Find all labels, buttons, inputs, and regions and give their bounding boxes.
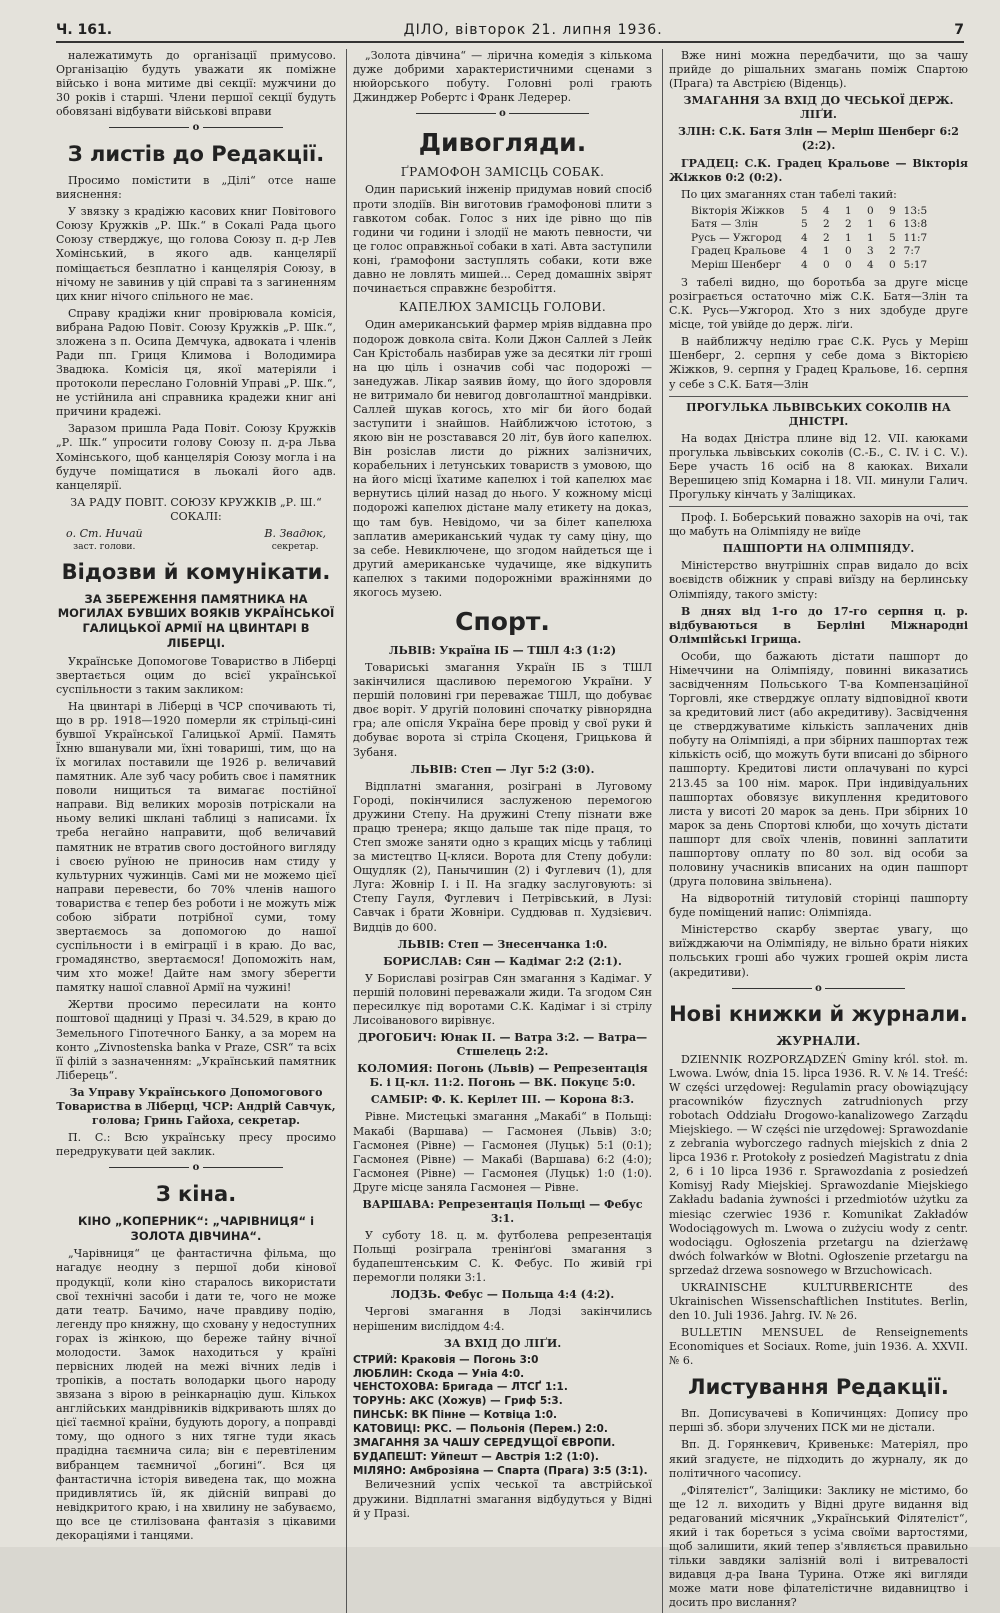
league-line: МІЛЯНО: Амброзіяна — Спарта (Прага) 3:5 (3:1). [353, 1464, 648, 1477]
league-line: ЧЕНСТОХОВА: Бригада — ЛТСҐ 1:1. [353, 1381, 568, 1394]
league-results [353, 1354, 652, 1479]
league-line: БУДАПЕШТ: Уйпешт — Австрія 1:2 (1:0). [353, 1450, 599, 1463]
appeal-signature: За Управу Українського Допомогового Товариства в Ліберці, ЧСР: Андрій Савчук, голова; Гринь Гайоха, секретар. [56, 1085, 336, 1127]
signature-1: о. Ст. Ничай заст. голови. [66, 526, 143, 553]
separator: o [669, 983, 968, 996]
paragraph: „Чарівниця“ це фантастична фільма, що нагадує неодну з першої доби кінової продукції, коли кіно старалось використати свої технічні засоби і дати те, чого не може дати театр. Бачимо, наче правдиву подію, легенду про княжну, що сховану у недоступних горах із жінкою, що береже тайну вічної молодости. Замок находиться у країні первісних людей на межі вічних ледів і тропіків, а постать володарки цього народу звязана з вірою в реінкарнацію душ. Кількох англійських мандрівників відкривають шлях до цієї таємної країни, будують дорогу, а поправді тому, що одного з них тягне туди якась прадідна таємнича сила; він є перевтіленим вибранцем таємничої „богині“. Вся ця фантастична історія виведена так, що можна придивлятись їй, як дійсній виправі до невідкритого краю, і на хвилину не забуваємо, що все це стилізована фантазія з цікавими декораціями і танцями. [56, 1247, 336, 1542]
paragraph: Особи, що бажають дістати пашпорт до Німеччини на Олімпіяду, повинні виказатись засвідченням Польського Т-ва Компензаційної Торговлі, яке стверджує оплату відповідної квоти за кредитовий лист (або акредитиву). Засвідчення це стверджуватиме кількість заплачених днів побуту на Олімпіяді, а при збірних пашпортах теж кількість осіб, що можуть бути вписані до збірного пашпорту. Кредитові листи оплачувані по курсі 213.45 за 100 нім. марок. При індивідуальних пашпортах обовязує викуплення кредитового листа у висоті 20 марок за день. При збірних 10 марок за день Спортові клюби, що хочуть дістати пашпорт для своїх членів, повинні заплатити пашпортову оплату по 80 зол. від особи за половину учасників вписаних на один пашпорт (друга половина звільнена). [669, 649, 968, 889]
paragraph: З табелі видно, що боротьба за друге місце розіграється остаточно між С.К. Батя—Злін та С.К. Русь—Ужгород. Хто з них здобуде друге місце, той увійде до держ. ліґи. [669, 275, 968, 332]
league-line: ТОРУНЬ: АКС (Хожув) — Гриф 5:3. [353, 1395, 563, 1408]
team-name: Русь — Ужгород [691, 231, 782, 244]
paragraph: У Бориславі розіграв Сян змагання з Кадімаг. У першій половині переважали жиди. Та згодом Сян пересилкує під воротами С.К. Кадімаг і зі стрілу Лисоіванового вирівнує. [353, 971, 652, 1027]
team-name: Меріш Шенберг [691, 258, 782, 271]
standings-value: 0 [844, 258, 852, 271]
standings-row [687, 259, 931, 272]
match-result: ВАРШАВА: Репрезентація Польщі — Фебус 3:1. [362, 1197, 643, 1225]
masthead [56, 22, 964, 43]
league-line: ЗМАГАННЯ ЗА ЧАШУ СЕРЕДУЩОЇ ЄВРОПИ. [353, 1436, 616, 1449]
paragraph: На цвинтарі в Ліберці в ЧСР спочивають ті, що в рр. 1918—1920 померли як стрільці-сині бувшої Української Галицької Армії. Память Їхню вшанували ми, їхні товариші, тим, що на їх могилах поставили ще 1926 р. величавий памятник. Але зуб часу робить своє і памятник поволи нищиться та вимагає постійної направи. Від великих морозів потріскали на ньому великі шклані таблиці з написами. Їх треба негайно направити, щоб величавий памятник не втратив свого достойного вигляду і своєю руїною не приносив нам стиду у культурних чужинців. Самі ми не можемо цієї направи перевести, бо 70% членів нашого товариства є тепер без роботи і не можуть між собою зібрати потрібної суми, тому звертаємось за допомогою до нашої суспільности і в еміграції і в краю. До вас, громадянство, звертаємося! Допоможіть нам, чим хто може! Дайте нам змогу зберегти памятку нашої славної Армії на чужині! [56, 699, 336, 995]
match-result: ЛЬВІВ: Степ — Знесенчанка 1:0. [397, 937, 608, 951]
standings-value: 7:7 [903, 245, 921, 258]
standings-value: 9 [888, 204, 896, 217]
standings-value: 2 [822, 231, 830, 244]
standings-value: 4 [800, 231, 808, 244]
signatures [56, 527, 336, 553]
paragraph: Просимо помістити в „Ділі“ отсе наше вияснення: [56, 174, 336, 202]
league-headline: ЗА ВХІД ДО ЛІҐИ. [443, 1336, 562, 1350]
standings-row [687, 245, 931, 258]
paragraph: Проф. І. Боберський поважно захорів на очі, так що мабуть на Олімпіяду не виїде [669, 511, 968, 539]
article-headline: ҐРАМОФОН ЗАМІСЦЬ СОБАК. [400, 165, 605, 180]
standings-table [687, 205, 931, 272]
divider [669, 506, 968, 507]
article-headline: ЖУРНАЛИ. [776, 1034, 861, 1049]
paragraph: „Філятеліст“, Заліщики: Заклику не містимо, бо ще 12 л. виходить у Відні друге видання від редагований місячник „Український Філятеліст“, який і так бореться з усіма своїми вартостями, щоб залишити, який тепер з'являється правильно тільки завдяки залізній волі і витревалості видавця д-ра Івана Турина. Отже які вигляди може мати нове філателістичне видавництво і досить про вислання? [669, 1483, 968, 1610]
column-3 [662, 49, 968, 1613]
standings-value: 4 [800, 245, 808, 258]
separator: o [56, 122, 336, 135]
paragraph: Товариські змагання Україн ІБ з ТШЛ закінчилися щасливою перемогою України. У першій половині гри переважає ТШЛ, що добуває двоє воріт. У другій половині спочатку рівнорядна гра; але опісля Україна бере провід у свої руки й добуває ворота зі стріла Скоценя, Грицькова й Зубаня. [353, 661, 652, 759]
match-result: ДРОГОБИЧ: Юнак ІІ. — Ватра 3:2. — Ватра—Стшелець 2:2. [357, 1031, 648, 1059]
standings-value: 11:7 [903, 231, 928, 244]
match-result: ГРАДЕЦ: С.К. Градец Кральове — Вікторія Жіжков 0:2 (0:2). [669, 156, 968, 184]
team-name: Градец Кральове [691, 245, 786, 258]
standings-value: 4 [866, 258, 874, 271]
paragraph: Заразом пришла Рада Повіт. Союзу Кружків „Р. Шк.“ упросити голову Союзу п. д-ра Льва Хомінського, щоб канцелярія Союзу могла і на будуче поміщатися в льокалі його адв. канцелярії. [56, 422, 336, 492]
issue-number: Ч. 161. [56, 22, 113, 38]
section-title-curiosities: Дивогляди. [418, 128, 587, 158]
paragraph: На водах Дністра плине від 12. VII. каюками прогулька львівських соколів (С.-Б., С. IV. і С. V.). Бере участь 16 осіб на 8 каюках. Вихали Верешицею зпід Комарна і 18. VII. минули Галич. Прогульку кінчать у Заліщиках. [669, 431, 968, 502]
section-title-cinema: З кіна. [155, 1182, 237, 1207]
paragraph: В днях від 1-го до 17-го серпня ц. р. відбуваються в Берліні Міжнародні Олімпійські Ігрища. [669, 604, 968, 646]
standings-value: 3 [866, 245, 874, 258]
paragraph: Вп. Д. Горянкевич, Кривенькє: Матеріял, про який згадуєте, не підходить до журналу, як до політичного часопису. [669, 1438, 968, 1480]
standings-value: 0 [888, 258, 896, 271]
match-result: ЛЬВІВ: Україна ІБ — ТШЛ 4:3 (1:2) [388, 644, 617, 658]
paragraph: „Золота дівчина“ — лірична комедія з кількома дуже добрими характеристичними сценами з нюйорського побуту. Головні ролі грають Джинджер Робертс і Франк Ледерер. [353, 49, 652, 105]
article-continuation: належатимуть до організації примусово. Організацію будуть уважати як поміжне військо і вона митиме дві секції: мужчини до 30 років і старші. Члени першої секції будуть обовязані відбувати військові вправи [56, 49, 336, 119]
article-headline: ЗМАГАННЯ ЗА ВХІД ДО ЧЕСЬКОЇ ДЕРЖ. ЛІҐИ. [683, 94, 954, 122]
standings-row [687, 232, 931, 245]
paragraph: Відплатні змагання, розіграні в Луговому Городі, покінчилися заслуженою перемогою дружини Степу. На дружині Степу пізнати вже працю тренера; якщо дальше так піде праця, то Степ зможе заняти одно з кращих місць у таблиці за мистецтво Ц-кляси. Ворота для Степу добули: Ощудляк (2), Панычишин (2) і Фуглевич (1), для Луга: Жовнір І. і ІІ. На згадку заслуговують: зі Степу Гауля, Фуглевич і Петрівський, в Лузі: Савчак і брати Жовніри. Суддював п. Худзієвич. Видців до 600. [353, 779, 652, 934]
paragraph: Вже нині можна передбачити, що за чашу прийде до рішальних змагань поміж Спартою (Прага) та Австрією (Віденць). [669, 49, 968, 91]
standings-value: 0 [822, 258, 830, 271]
section-title-sport: Спорт. [455, 607, 550, 637]
standings-row [687, 205, 931, 218]
match-result: ЛОДЗЬ. Фебус — Польща 4:4 (4:2). [390, 1288, 615, 1302]
paragraph: Один американський фармер мріяв віддавна про подорож довкола світа. Коли Джон Саллей з Лейк Сан Крістобаль назбирав уже за десятки літ гроші на цю ціль і означив собі час подорожі — занедужав. Лікар заявив йому, що його здоровля не витримало би невигод довголаштної мандрівки. Саллей шукав когось, хто міг би його бодай заступити і знайшов. Найближчою істотою, з якою він не розставався 20 літ, був його капелюх. Він розіслав листи до ріжних залізничих, корабельних і летунських товариств з умовою, що на його місці їхатиме капелюх і той капелюх має вернутись цілий назад до нього. У кожному місці подорожі капелюх дістане малу етикету на доказ, що там був. Невідомо, чи за білет капелюха заплатив американський чудак ту саму ціну, що за себе. Невиключене, що згодом найдеться ще і другий американське чудачище, яке відкупить капелюх з такими подорожніми вражіннями до якогось музею. [353, 318, 652, 599]
paragraph: По цих змаганнях стан табелі такий: [681, 187, 897, 201]
column-1 [56, 49, 336, 1613]
standings-value: 4 [800, 258, 808, 271]
standings-value: 1 [844, 204, 852, 217]
section-title-letters: З листів до Редакції. [67, 142, 325, 167]
paragraph: Справу крадіжи книг провірювала комісія, вибрана Радою Повіт. Союзу Кружків „Р. Шк.“, зложена з п. Осипа Демчука, адвоката і членів Ради пп. Гриця Климова і Володимира Звадюка. Комісія ця, якої матеріяли і протоколи переслано Головній Управі „Р. Шк.“, не устійнила ані справника крадежи книг ані причини крадежі. [56, 306, 336, 419]
standings-value: 5 [800, 218, 808, 231]
standings-value: 1 [866, 218, 874, 231]
standings-value: 4 [822, 204, 830, 217]
standings-value: 5 [800, 204, 808, 217]
section-title-appeals: Відозви й комунікати. [61, 559, 331, 584]
league-line: ЛЮБЛИН: Скода — Уніа 4:0. [353, 1367, 525, 1380]
match-result: САМБІР: Ф. К. Керілет ІІІ. — Корона 8:3. [370, 1093, 635, 1107]
column-2 [346, 49, 652, 1613]
article-headline: КАПЕЛЮХ ЗАМІСЦЬ ГОЛОВИ. [398, 300, 607, 315]
paragraph: DZIENNIK ROZPORZĄDZEŃ Gminy król. stoł. m. Lwowa. Lwów, dnia 15. lipca 1936. R. V. № 14. Treść: W części urzędowej: Regulamin pracy obowiązujący pracowników fizycznych zatrudnionych przy robotach Oddziału Drogowo-kanalizowego Zarządu Miejskiego. — W części nie urzędowej: Sprawozdanie z zebrania wyborczego radnych miejskich z dnia 2 lipca 1936 r. Protokoły z posiedzeń Magistratu z dnia 2, 6 i 10 lipca 1936 r. Sprawozdania z posiedzeń Komisyj Rady Miejskiej. Sprawozdanie Miejskiego Zakładu badania żywności i przedmiotów użytku za miesiąc czerwiec 1936 r. Komunikat Zakładów Wodociągowych m. Lwowa o zużyciu wody z centr. wodociągu. Ogłoszenia przetargu na dzierżawę dwóch folwarków w Błotni. Ogłoszenie przetargu na sprzedaż drzewa sosnowego w Brzuchowicach. [669, 1052, 968, 1277]
team-name: Вікторія Жіжков [691, 204, 785, 217]
standings-value: 13:8 [903, 218, 928, 231]
paragraph: Чергові змагання в Лодзі закінчились нерішеним висліддом 4:4. [353, 1305, 652, 1333]
divider [669, 396, 968, 397]
league-line: ПИНСЬК: ВК Пінне — Котвіца 1:0. [353, 1409, 558, 1422]
match-result: ЗЛІН: С.К. Батя Злін — Меріш Шенберг 6:2 (2:2). [678, 125, 959, 153]
paragraph: Жертви просимо пересилати на конто поштової щадниці у Празі ч. 34.529, в краю до Земельного Гіпотечного Банку, а за морем на конто „Zivnostenska banka v Praze, CSR“ та всіх її філій з зазначенням: „Український памятник Ліберець“. [56, 998, 336, 1082]
match-result: БОРИСЛАВ: Сян — Кадімаг 2:2 (2:1). [383, 954, 622, 968]
league-line: КАТОВИЦІ: РКС. — Польонія (Перем.) 2:0. [353, 1422, 608, 1435]
standings-value: 0 [866, 204, 874, 217]
match-result: ЛЬВІВ: Степ — Луг 5:2 (3:0). [410, 762, 595, 776]
separator: o [353, 108, 652, 121]
paragraph: Міністерство скарбу звертає увагу, що виїжджаючи на Олімпіяду, не вільно брати ніяких польських гроші або чужих грошей окрім листа (акредитиви). [669, 923, 968, 979]
page-number: 7 [954, 22, 964, 38]
paragraph: UKRAINISCHE KULTURBERICHTE des Ukrainischen Wissenschaftlichen Institutes. Berlin, den 10. Juli 1936. Jahrg. IV. № 26. [669, 1280, 968, 1323]
league-line: СТРИЙ: Краковія — Погонь 3:0 [353, 1353, 539, 1366]
standings-value: 1 [866, 231, 874, 244]
paragraph: Міністерство внутрішніх справ видало до всіх воєвідств обіжник у справі виїзду на берлинську Олімпіяду, такого змісту: [669, 559, 968, 601]
paragraph: На відворотній титуловій сторінці пашпорту буде поміщений напис: Олімпіяда. [669, 892, 968, 920]
standings-value: 0 [844, 245, 852, 258]
paragraph: Українське Допомогове Товариство в Ліберці звертається оцим до всієї української суспільности з таким закликом: [56, 654, 336, 696]
standings-row [687, 218, 931, 231]
article-headline: КІНО „КОПЕРНИК“: „ЧАРІВНИЦЯ“ і ЗОЛОТА ДІВЧИНА“. [77, 1213, 315, 1243]
paragraph: У звязку з крадіжю касових книг Повітового Союзу Кружків „Р. Шк.“ в Сокалі Рада цього Союзу стверджує, що голова Союзу п. д-р Лев Хомінський, в якого адв. канцелярії поміщається безплатно і канцелярія Союзу, в нічому не завинив у цій справі та з загиненням цих книг нічого спільного не має. [56, 205, 336, 303]
signature-2: В. Звадюк, секретар. [264, 526, 326, 553]
section-title-books: Нові книжки й журнали. [669, 1002, 968, 1027]
separator: o [56, 1162, 336, 1175]
section-title-correspondence: Листування Редакції. [688, 1375, 949, 1400]
article-headline: ЗА ЗБЕРЕЖЕННЯ ПАМЯТНИКА НА МОГИЛАХ БУВШИХ ВОЯКІВ УКРАЇНСЬКОЇ ГАЛИЦЬКОЇ АРМІЇ НА ЦВИНТАРІ В ЛІБЕРЦІ. [57, 591, 335, 650]
standings-value: 5 [888, 231, 896, 244]
standings-value: 13:5 [903, 204, 928, 217]
standings-value: 2 [822, 218, 830, 231]
standings-value: 1 [822, 245, 830, 258]
paragraph: BULLETIN MENSUEL de Renseignements Economiques et Sociaux. Rome, juin 1936. A. XXVII. № 6. [669, 1326, 968, 1368]
paragraph: Рівне. Мистецькі змагання „Макабі“ в Польщі: Макабі (Варшава) — Гасмонея (Львів) 3:0; Гасмонея (Рівне) — Гасмонея (Луцьк) 5:1 (0:1); Гасмонея (Рівне) — Макабі (Варшава) 6:2 (4:0); Гасмонея (Рівне) — Гасмонея (Луцьк) 1:0 (1:0). Друге місце заняла Гасмонея — Рівне. [353, 1110, 652, 1194]
standings-value: 1 [844, 231, 852, 244]
standings-value: 2 [888, 245, 896, 258]
paragraph: Вп. Дописувачеві в Копичинцях: Допису про перші зб. збори злучених ПСК ми не дістали. [669, 1407, 968, 1435]
masthead-title: ДІЛО, вівторок 21. липня 1936. [403, 22, 663, 38]
postscript: П. С.: Всю українську пресу просимо передрукувати цей заклик. [56, 1131, 336, 1159]
paragraph: Один париський інженір придумав новий спосіб проти злодіїв. Він виготовив ґрамофонові плити з гавкотом собак. Голос з них іде рівно що пів години чи години і злодії не мають певности, чи це голос оправжньої собаки в хаті. Авта заступили коні, ґрамофони заступлять собаки, коти вже давно не ловлять мишей... Серед домашніх звірят починається справжнє безробіття. [353, 183, 652, 296]
article-headline: ПАШПОРТИ НА ОЛІМПІЯДУ. [722, 542, 915, 556]
team-name: Батя — Злін [691, 218, 759, 231]
standings-value: 6 [888, 218, 896, 231]
paragraph: У суботу 18. ц. м. футболева репрезентація Польщі розіграла тренінґові змагання з будапештенським С. К. Фебус. По живій грі перемогли поляки 3:1. [353, 1229, 652, 1285]
standings-value: 2 [844, 218, 852, 231]
letters-org: ЗА РАДУ ПОВІТ. СОЮЗУ КРУЖКІВ „Р. Ш.“ СОКАЛІ: [70, 495, 322, 523]
match-result: КОЛОМИЯ: Погонь (Львів) — Репрезентація Б. і Ц-кл. 11:2. Погонь — ВК. Покуцє 5:0. [357, 1062, 648, 1090]
paragraph: В найближчу неділю грає С.К. Русь у Меріш Шенберг, 2. серпня у себе дома з Вікторією Жіжков, 9. серпня у Градец Кральове, 16. серпня у себе з С.К. Батя—Злін [669, 335, 968, 391]
article-headline: ПРОГУЛЬКА ЛЬВІВСЬКИХ СОКОЛІВ НА ДНІСТРІ. [686, 400, 951, 428]
paragraph: Величезний успіх чеської та австрійської дружини. Відплатні змагання відбудуться у Відні й у Празі. [353, 1478, 652, 1520]
standings-value: 5:17 [903, 258, 928, 271]
